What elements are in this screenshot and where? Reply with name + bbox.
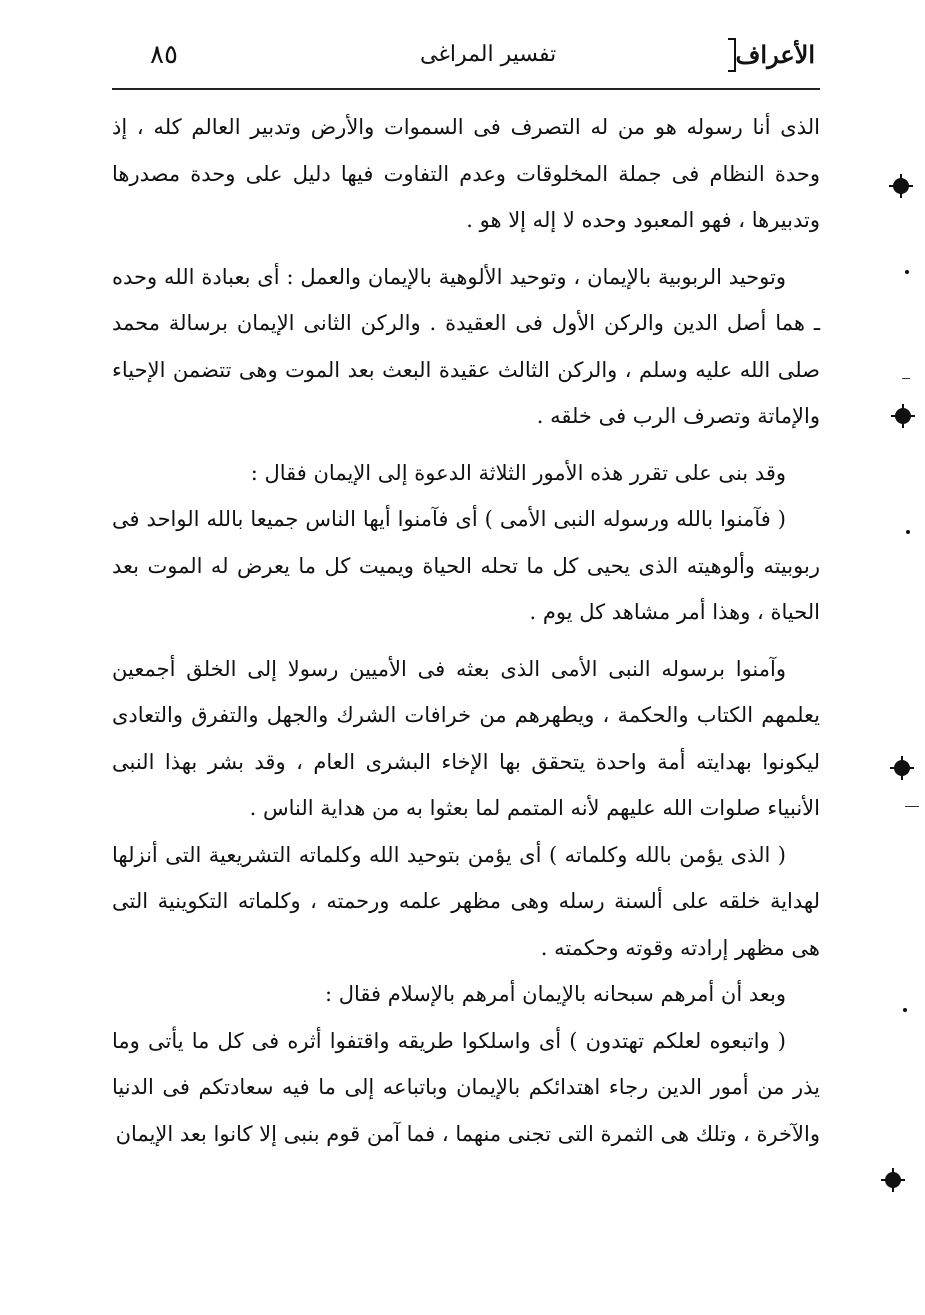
page-header [150,38,815,78]
paragraph-1: الذى أنا رسوله هو من له التصرف فى السموات والأرض وتدبير العالم كله ، إذ وحدة النظام فى جملة المخلوقات وعدم التفاوت فيها دليل على وحدة مصدرها وتدبيرها ، فهو المعبود وحده لا إله إلا هو . [112,115,820,232]
paragraph-5: وآمنوا برسوله النبى الأمى الذى بعثه فى الأميين رسولا إلى الخلق أجمعين يعلمهم الكتاب والحكمة ، ويطهرهم من خرافات الشرك والجهل والتفرق والتعادى ليكونوا بهدايته أمة واحدة يتحقق بها الإخاء البشرى العام ، وقد بشر بهذا النبى الأنبياء صلوات الله عليهم لأنه المتمم لما بعثوا به من هداية الناس . [112,656,820,820]
margin-dot [906,530,910,534]
paragraph-4: ( فآمنوا بالله ورسوله النبى الأمى ) أى فآمنوا أيها الناس جميعا بالله الواحد فى ربوبيته وألوهيته الذى يحيى كل ما تحله الحياة ويميت كل ما يعرض له الموت بعد الحياة ، وهذا أمر مشاهد كل يوم . [112,507,820,624]
surah-name: الأعراف [735,40,815,69]
book-title: تفسير المراغى [420,42,557,67]
margin-dot [905,270,909,274]
paragraph-6: ( الذى يؤمن بالله وكلماته ) أى يؤمن بتوحيد الله وكلماته التشريعية التى أنزلها لهداية خلقه على ألسنة رسله وهى مظهر علمه ورحمته ، وكلماته التكوينية التى هى مظهر إرادته وقوته وحكمته . [112,842,820,960]
paragraph-7: وبعد أن أمرهم سبحانه بالإيمان أمرهم بالإسلام فقال : [325,982,786,1006]
margin-tick [902,378,910,379]
margin-blot [895,408,911,424]
page-number: ٨٥ [150,40,178,70]
margin-blot [885,1172,901,1188]
paragraph-3: وقد بنى على تقرر هذه الأمور الثلاثة الدعوة إلى الإيمان فقال : [250,460,786,485]
margin-tick [905,806,919,807]
margin-blot [894,760,910,776]
paragraph-8: ( واتبعوه لعلكم تهتدون ) أى واسلكوا طريقه واقتفوا أثره فى كل ما يأتى وما يذر من أمور الدين رجاء اهتدائكم بالإيمان وباتباعه إلى ما فيه سعادتكم فى الدنيا والآخرة ، وتلك هى الثمرة التى تجنى منهما ، فما آمن قوم بنبى إلا كانوا بعد الإيمان [112,1028,820,1146]
header-rule [112,88,820,90]
margin-dot [903,1008,907,1012]
margin-blot [893,178,909,194]
body-text [112,104,820,1157]
paragraph-2: وتوحيد الربوبية بالإيمان ، وتوحيد الألوهية بالإيمان والعمل : أى بعبادة الله وحده ـ هما أصل الدين والركن الأول فى العقيدة . والركن الثانى الإيمان برسالة محمد صلى الله عليه وسلم ، والركن الثالث عقيدة البعث بعد الموت وهى تتضمن الإحياء والإماتة وتصرف الرب فى خلقه . [112,264,820,428]
